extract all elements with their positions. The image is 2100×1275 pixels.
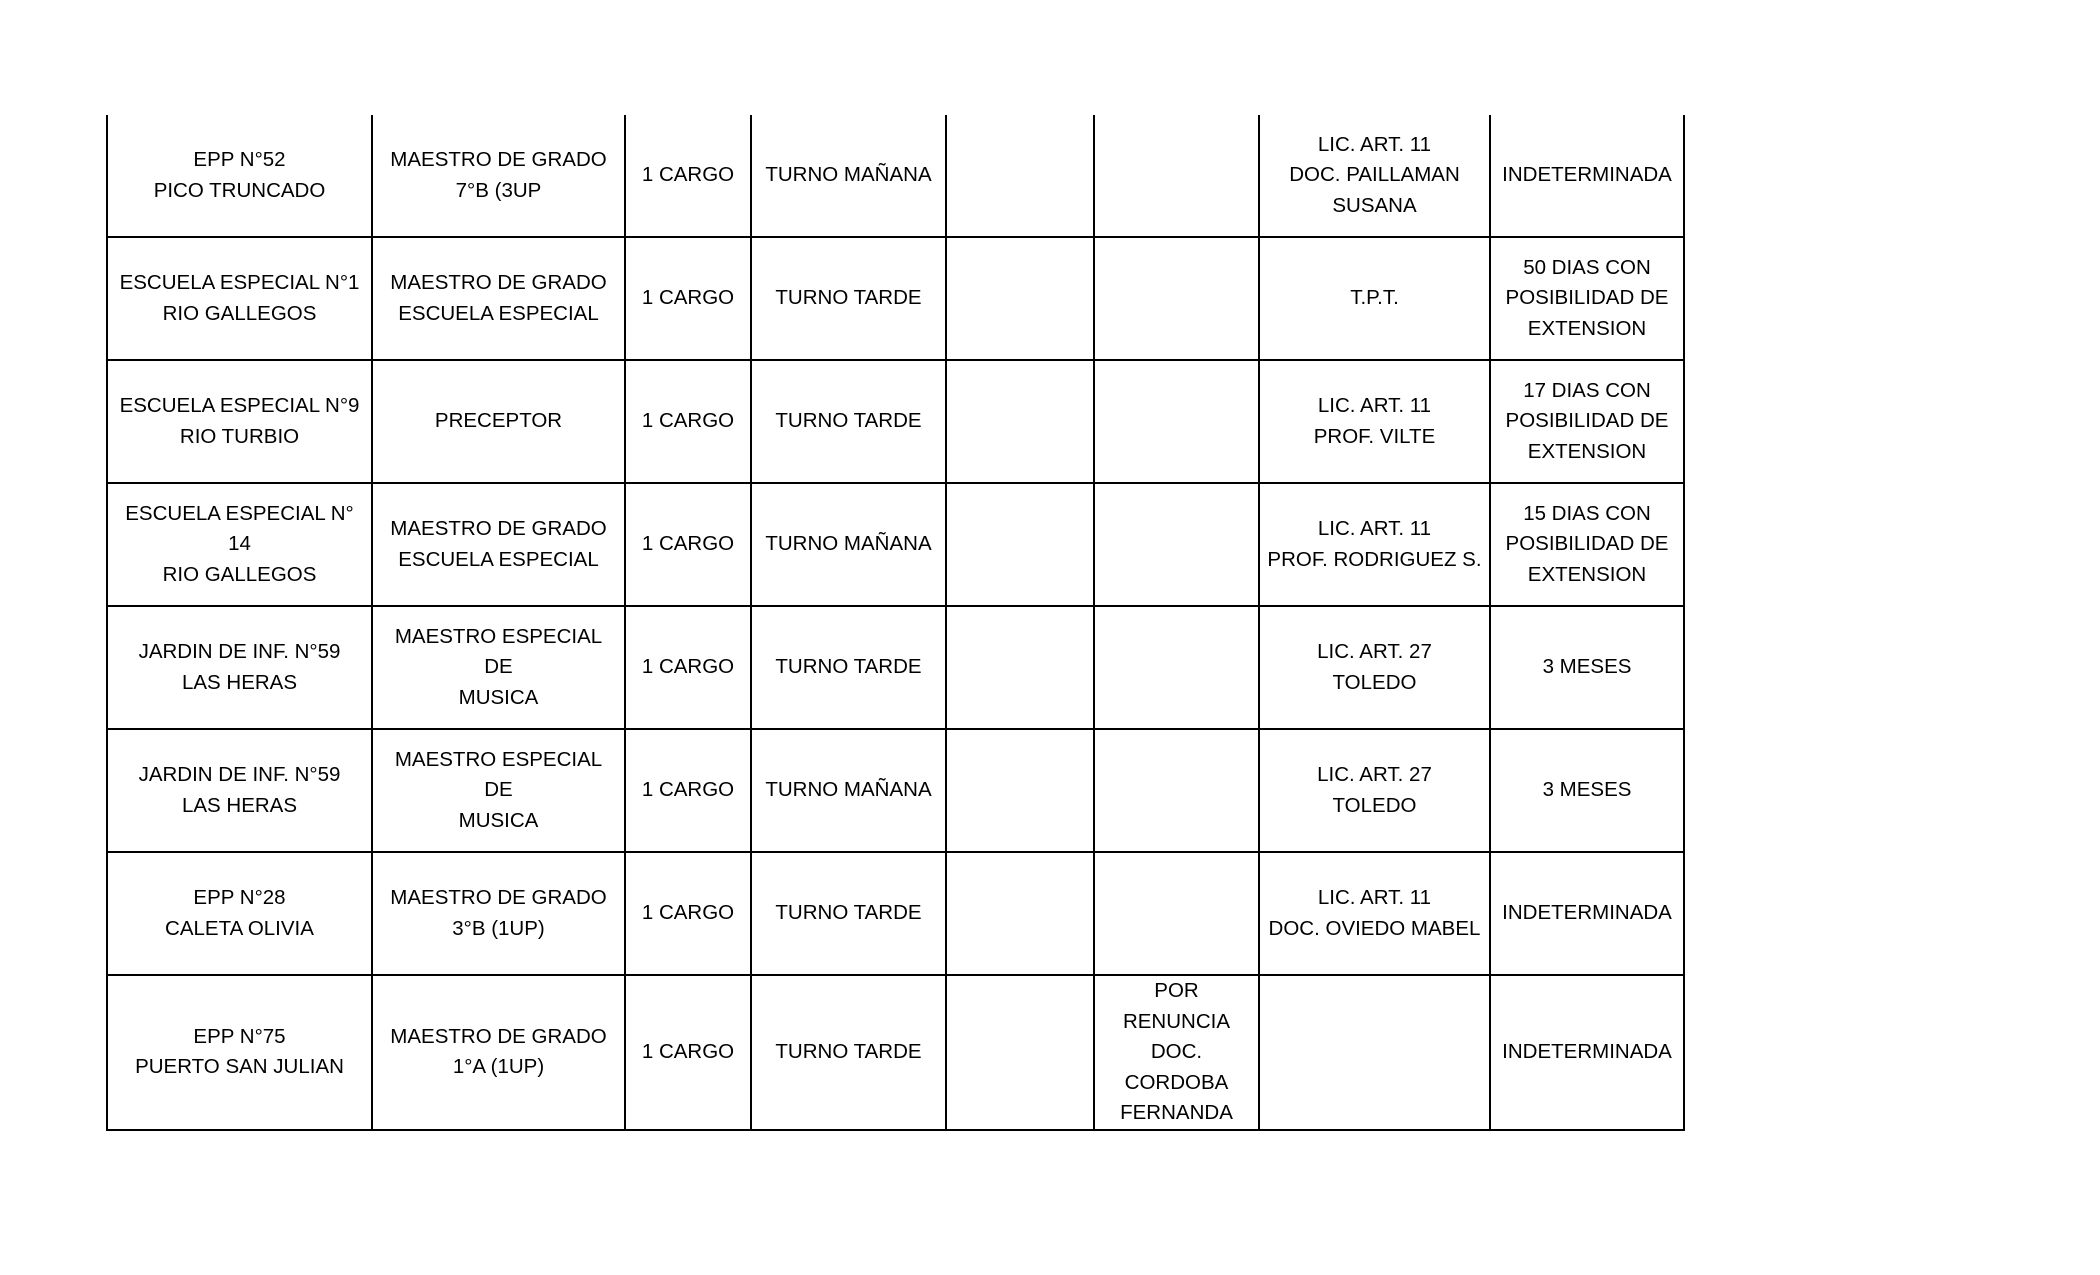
- leave-cell: LIC. ART. 27 TOLEDO: [1259, 729, 1490, 852]
- leave-cell: LIC. ART. 11 PROF. VILTE: [1259, 360, 1490, 483]
- quantity-cell: 1 CARGO: [625, 237, 751, 360]
- table-row: [107, 975, 1684, 1130]
- duration-cell: 17 DIAS CON POSIBILIDAD DE EXTENSION: [1490, 360, 1684, 483]
- table-row: [107, 729, 1684, 852]
- school-cell: EPP N°52 PICO TRUNCADO: [107, 115, 372, 237]
- quantity-cell: 1 CARGO: [625, 115, 751, 237]
- school-cell: EPP N°75 PUERTO SAN JULIAN: [107, 975, 372, 1130]
- reason-cell: [1094, 237, 1259, 360]
- quantity-cell: 1 CARGO: [625, 360, 751, 483]
- position-cell: MAESTRO DE GRADO 1°A (1UP): [372, 975, 625, 1130]
- empty-cell: [946, 729, 1094, 852]
- leave-cell: LIC. ART. 11 DOC. PAILLAMAN SUSANA: [1259, 115, 1490, 237]
- school-cell: ESCUELA ESPECIAL N° 14 RIO GALLEGOS: [107, 483, 372, 606]
- reason-cell: [1094, 360, 1259, 483]
- empty-cell: [946, 360, 1094, 483]
- shift-cell: TURNO MAÑANA: [751, 115, 946, 237]
- empty-cell: [946, 115, 1094, 237]
- leave-cell: T.P.T.: [1259, 237, 1490, 360]
- reason-cell: [1094, 606, 1259, 729]
- duration-cell: INDETERMINADA: [1490, 852, 1684, 975]
- shift-cell: TURNO TARDE: [751, 852, 946, 975]
- school-cell: JARDIN DE INF. N°59 LAS HERAS: [107, 606, 372, 729]
- empty-cell: [946, 852, 1094, 975]
- leave-cell: LIC. ART. 27 TOLEDO: [1259, 606, 1490, 729]
- quantity-cell: 1 CARGO: [625, 975, 751, 1130]
- shift-cell: TURNO TARDE: [751, 975, 946, 1130]
- shift-cell: TURNO TARDE: [751, 606, 946, 729]
- position-cell: MAESTRO DE GRADO 3°B (1UP): [372, 852, 625, 975]
- shift-cell: TURNO TARDE: [751, 237, 946, 360]
- position-cell: MAESTRO ESPECIAL DE MUSICA: [372, 729, 625, 852]
- school-cell: ESCUELA ESPECIAL N°1 RIO GALLEGOS: [107, 237, 372, 360]
- table-row: [107, 483, 1684, 606]
- duration-cell: INDETERMINADA: [1490, 115, 1684, 237]
- leave-cell: [1259, 975, 1490, 1130]
- leave-cell: LIC. ART. 11 PROF. RODRIGUEZ S.: [1259, 483, 1490, 606]
- quantity-cell: 1 CARGO: [625, 852, 751, 975]
- position-cell: MAESTRO DE GRADO 7°B (3UP: [372, 115, 625, 237]
- position-cell: MAESTRO DE GRADO ESCUELA ESPECIAL: [372, 237, 625, 360]
- empty-cell: [946, 237, 1094, 360]
- school-cell: ESCUELA ESPECIAL N°9 RIO TURBIO: [107, 360, 372, 483]
- school-cell: EPP N°28 CALETA OLIVIA: [107, 852, 372, 975]
- duration-cell: 15 DIAS CON POSIBILIDAD DE EXTENSION: [1490, 483, 1684, 606]
- empty-cell: [946, 606, 1094, 729]
- reason-cell: [1094, 852, 1259, 975]
- vacancies-table: [106, 115, 1685, 1131]
- duration-cell: 3 MESES: [1490, 729, 1684, 852]
- empty-cell: [946, 483, 1094, 606]
- shift-cell: TURNO TARDE: [751, 360, 946, 483]
- table-row: [107, 606, 1684, 729]
- table-row: [107, 360, 1684, 483]
- duration-cell: INDETERMINADA: [1490, 975, 1684, 1130]
- shift-cell: TURNO MAÑANA: [751, 483, 946, 606]
- school-cell: JARDIN DE INF. N°59 LAS HERAS: [107, 729, 372, 852]
- quantity-cell: 1 CARGO: [625, 606, 751, 729]
- reason-cell: POR RENUNCIA DOC. CORDOBA FERNANDA: [1094, 975, 1259, 1130]
- duration-cell: 50 DIAS CON POSIBILIDAD DE EXTENSION: [1490, 237, 1684, 360]
- table-row: [107, 852, 1684, 975]
- table-row: [107, 115, 1684, 237]
- leave-cell: LIC. ART. 11 DOC. OVIEDO MABEL: [1259, 852, 1490, 975]
- shift-cell: TURNO MAÑANA: [751, 729, 946, 852]
- reason-cell: [1094, 483, 1259, 606]
- reason-cell: [1094, 729, 1259, 852]
- quantity-cell: 1 CARGO: [625, 729, 751, 852]
- duration-cell: 3 MESES: [1490, 606, 1684, 729]
- table-body: [107, 115, 1684, 1130]
- empty-cell: [946, 975, 1094, 1130]
- reason-cell: [1094, 115, 1259, 237]
- position-cell: MAESTRO ESPECIAL DE MUSICA: [372, 606, 625, 729]
- quantity-cell: 1 CARGO: [625, 483, 751, 606]
- position-cell: PRECEPTOR: [372, 360, 625, 483]
- position-cell: MAESTRO DE GRADO ESCUELA ESPECIAL: [372, 483, 625, 606]
- table-row: [107, 237, 1684, 360]
